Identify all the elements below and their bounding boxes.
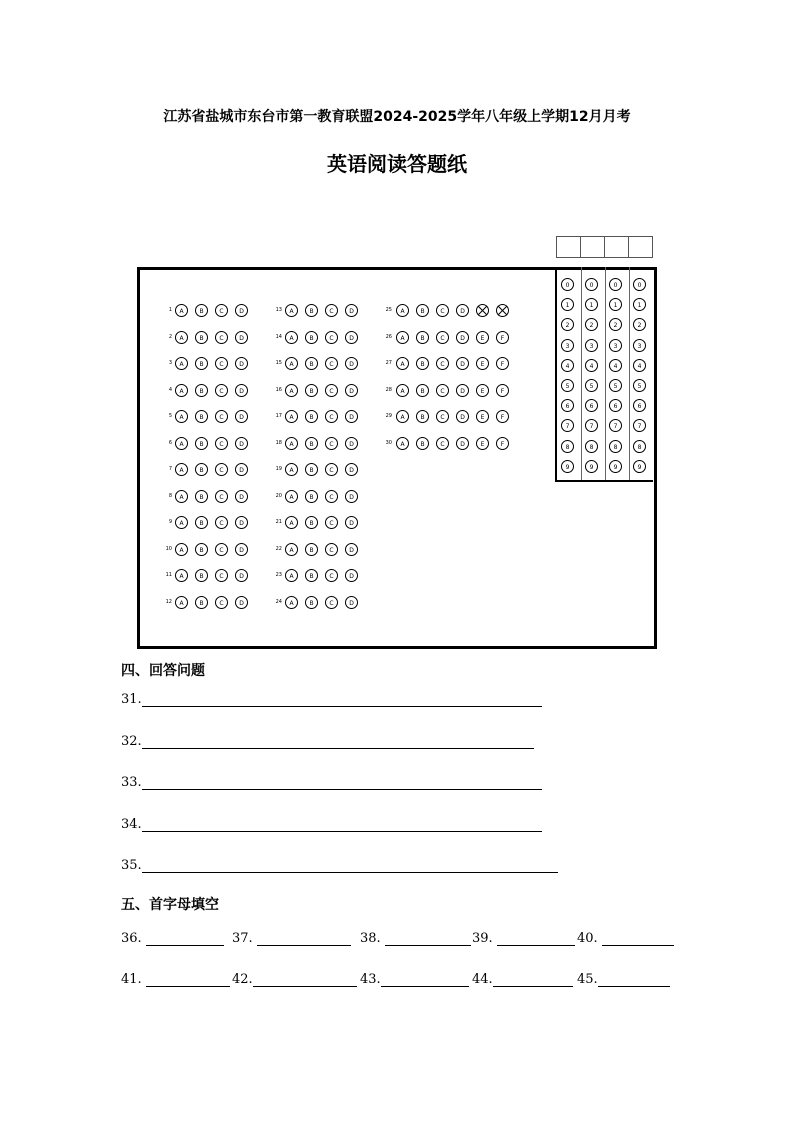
blank-number: 44. bbox=[472, 972, 493, 987]
blank-37 bbox=[232, 931, 351, 946]
question-number: 23 bbox=[275, 572, 282, 578]
option-bubble[interactable]: B bbox=[305, 437, 318, 450]
blank-number: 36. bbox=[121, 931, 142, 946]
option-bubble[interactable]: F bbox=[496, 384, 509, 397]
option-bubble[interactable]: C bbox=[325, 437, 338, 450]
option-bubble[interactable]: A bbox=[396, 304, 409, 317]
id-digit-bubble[interactable]: 7 bbox=[609, 419, 622, 432]
option-bubble[interactable]: D bbox=[235, 596, 248, 609]
option-bubble[interactable]: B bbox=[195, 331, 208, 344]
option-bubble[interactable]: A bbox=[175, 543, 188, 556]
id-digit-bubble[interactable]: 1 bbox=[609, 298, 622, 311]
option-bubble[interactable]: B bbox=[416, 357, 429, 370]
id-digit-bubble[interactable]: 2 bbox=[585, 318, 598, 331]
question-number: 21 bbox=[275, 519, 282, 525]
id-digit-bubble[interactable]: 2 bbox=[633, 318, 646, 331]
option-bubble[interactable]: C bbox=[215, 463, 228, 476]
question-number: 7 bbox=[168, 466, 172, 472]
option-bubble[interactable]: B bbox=[305, 331, 318, 344]
question-number: 1 bbox=[168, 307, 172, 313]
id-digit-bubble[interactable]: 1 bbox=[585, 298, 598, 311]
question-number: 6 bbox=[168, 439, 172, 446]
option-bubble[interactable]: D bbox=[345, 331, 358, 344]
blank-line[interactable] bbox=[146, 931, 224, 946]
option-bubble[interactable]: B bbox=[195, 490, 208, 503]
option-bubble[interactable]: B bbox=[195, 410, 208, 423]
section-4-heading: 四、回答问题 bbox=[121, 663, 205, 679]
option-bubble[interactable]: C bbox=[436, 331, 449, 344]
question-number: 2 bbox=[168, 333, 172, 340]
id-digit-bubble[interactable]: 6 bbox=[561, 399, 574, 412]
option-bubble[interactable]: A bbox=[285, 569, 298, 582]
blank-36 bbox=[121, 931, 224, 946]
question-number: 20 bbox=[275, 492, 282, 499]
id-digit-bubble[interactable]: 4 bbox=[609, 359, 622, 372]
option-bubble[interactable]: C bbox=[436, 357, 449, 370]
option-bubble[interactable]: C bbox=[325, 596, 338, 609]
question-number: 17 bbox=[275, 413, 282, 419]
id-digit-bubble[interactable]: 2 bbox=[561, 318, 574, 331]
blank-line[interactable] bbox=[146, 972, 230, 987]
blank-line[interactable] bbox=[257, 931, 351, 946]
question-number: 16 bbox=[275, 386, 282, 393]
option-bubble[interactable]: E bbox=[476, 410, 489, 423]
option-bubble[interactable]: F bbox=[496, 437, 509, 450]
option-bubble[interactable]: F bbox=[496, 331, 509, 344]
option-bubble[interactable]: E bbox=[476, 384, 489, 397]
blank-39 bbox=[472, 931, 575, 946]
option-bubble[interactable]: C bbox=[436, 304, 449, 317]
id-digit-bubble[interactable]: 5 bbox=[609, 379, 622, 392]
question-number: 3 bbox=[168, 360, 172, 366]
blank-number: 39. bbox=[472, 931, 493, 946]
grid-divider bbox=[605, 267, 606, 480]
option-bubble[interactable]: B bbox=[416, 331, 429, 344]
option-bubble[interactable]: B bbox=[416, 437, 429, 450]
option-bubble[interactable]: B bbox=[305, 410, 318, 423]
blank-43 bbox=[360, 972, 469, 987]
option-bubble[interactable]: B bbox=[195, 569, 208, 582]
option-bubble[interactable]: D bbox=[456, 384, 469, 397]
answer-line[interactable] bbox=[142, 858, 558, 873]
option-bubble[interactable]: B bbox=[416, 384, 429, 397]
option-bubble[interactable]: B bbox=[305, 463, 318, 476]
option-bubble[interactable]: C bbox=[215, 569, 228, 582]
blank-number: 38. bbox=[360, 931, 381, 946]
option-bubble[interactable]: C bbox=[325, 304, 338, 317]
blank-number: 45. bbox=[577, 972, 598, 987]
option-bubble[interactable]: C bbox=[215, 490, 228, 503]
blank-40 bbox=[577, 931, 674, 946]
id-digit-bubble[interactable]: 4 bbox=[585, 359, 598, 372]
answer-line[interactable] bbox=[142, 734, 534, 749]
option-bubble[interactable]: B bbox=[416, 410, 429, 423]
option-bubble[interactable]: D bbox=[345, 596, 358, 609]
answer-line[interactable] bbox=[142, 692, 542, 707]
id-digit-bubble[interactable]: 4 bbox=[633, 359, 646, 372]
question-number: 35. bbox=[121, 858, 142, 873]
option-bubble[interactable]: D bbox=[345, 384, 358, 397]
blank-number: 37. bbox=[232, 931, 253, 946]
option-bubble[interactable]: A bbox=[175, 490, 188, 503]
option-bubble[interactable]: C bbox=[215, 437, 228, 450]
option-bubble[interactable]: B bbox=[305, 490, 318, 503]
id-digit-bubble[interactable]: 8 bbox=[561, 440, 574, 453]
id-digit-bubble[interactable]: 0 bbox=[609, 278, 622, 291]
question-number: 19 bbox=[275, 466, 282, 472]
option-bubble[interactable]: A bbox=[396, 331, 409, 344]
option-bubble[interactable]: B bbox=[195, 543, 208, 556]
id-digit-bubble[interactable]: 7 bbox=[561, 419, 574, 432]
option-bubble[interactable]: D bbox=[235, 357, 248, 370]
option-bubble[interactable]: F bbox=[496, 357, 509, 370]
id-digit-bubble[interactable]: 3 bbox=[633, 339, 646, 352]
option-bubble[interactable]: D bbox=[235, 543, 248, 556]
option-bubble[interactable]: B bbox=[305, 543, 318, 556]
option-bubble[interactable]: D bbox=[456, 304, 469, 317]
option-bubble[interactable]: D bbox=[345, 437, 358, 450]
option-bubble[interactable]: D bbox=[456, 357, 469, 370]
question-number: 32. bbox=[121, 734, 142, 749]
question-number: 25 bbox=[385, 307, 392, 313]
blank-line[interactable] bbox=[381, 972, 469, 987]
id-digit-bubble[interactable]: 5 bbox=[633, 379, 646, 392]
blank-38 bbox=[360, 931, 471, 946]
question-number: 34. bbox=[121, 817, 142, 832]
option-bubble[interactable]: E bbox=[476, 357, 489, 370]
option-bubble[interactable]: C bbox=[325, 516, 338, 529]
option-bubble[interactable]: A bbox=[285, 596, 298, 609]
option-bubble[interactable]: B bbox=[195, 384, 208, 397]
option-bubble[interactable]: D bbox=[345, 463, 358, 476]
option-bubble[interactable]: C bbox=[215, 384, 228, 397]
option-bubble[interactable]: C bbox=[325, 331, 338, 344]
option-bubble[interactable]: D bbox=[345, 543, 358, 556]
option-bubble[interactable]: C bbox=[325, 357, 338, 370]
option-bubble[interactable]: A bbox=[285, 357, 298, 370]
question-31 bbox=[121, 692, 542, 707]
id-digit-bubble[interactable]: 0 bbox=[561, 278, 574, 291]
question-number: 22 bbox=[275, 545, 282, 552]
option-bubble[interactable]: C bbox=[325, 384, 338, 397]
option-bubble[interactable]: A bbox=[285, 384, 298, 397]
option-bubble[interactable]: C bbox=[215, 516, 228, 529]
id-digit-bubble[interactable]: 3 bbox=[561, 339, 574, 352]
document-title: 江苏省盐城市东台市第一教育联盟2024-2025学年八年级上学期12月月考 bbox=[163, 109, 631, 125]
option-bubble[interactable]: D bbox=[345, 410, 358, 423]
option-bubble[interactable]: B bbox=[195, 596, 208, 609]
blank-44 bbox=[472, 972, 573, 987]
option-bubble[interactable]: D bbox=[345, 516, 358, 529]
option-bubble[interactable]: B bbox=[416, 304, 429, 317]
id-digit-bubble[interactable]: 4 bbox=[561, 359, 574, 372]
option-bubble[interactable]: A bbox=[175, 516, 188, 529]
question-number: 14 bbox=[275, 333, 282, 340]
id-digit-bubble[interactable]: 9 bbox=[561, 460, 574, 473]
question-number: 12 bbox=[165, 598, 172, 605]
question-number: 18 bbox=[275, 439, 282, 446]
option-bubble[interactable]: C bbox=[215, 410, 228, 423]
blank-line[interactable] bbox=[385, 931, 471, 946]
option-bubble[interactable]: D bbox=[235, 331, 248, 344]
question-number: 5 bbox=[168, 413, 172, 419]
option-bubble[interactable]: D bbox=[456, 331, 469, 344]
option-bubble[interactable]: D bbox=[235, 384, 248, 397]
option-bubble[interactable]: A bbox=[396, 357, 409, 370]
question-number: 27 bbox=[385, 360, 392, 366]
question-number: 26 bbox=[385, 333, 392, 340]
option-bubble[interactable]: A bbox=[175, 304, 188, 317]
id-digit-bubble[interactable]: 3 bbox=[609, 339, 622, 352]
id-digit-bubble[interactable]: 6 bbox=[633, 399, 646, 412]
blank-line[interactable] bbox=[598, 972, 670, 987]
id-box[interactable] bbox=[580, 236, 605, 258]
question-number: 29 bbox=[385, 413, 392, 419]
id-digit-bubble[interactable]: 0 bbox=[585, 278, 598, 291]
option-bubble[interactable]: A bbox=[175, 331, 188, 344]
option-bubble[interactable]: D bbox=[235, 490, 248, 503]
blank-number: 41. bbox=[121, 972, 142, 987]
grid-divider bbox=[629, 267, 630, 480]
id-box[interactable] bbox=[604, 236, 629, 258]
document-subtitle: 英语阅读答题纸 bbox=[327, 152, 467, 176]
option-bubble[interactable]: C bbox=[325, 410, 338, 423]
question-number: 9 bbox=[168, 519, 172, 525]
option-bubble[interactable]: B bbox=[305, 569, 318, 582]
question-number: 31. bbox=[121, 692, 142, 707]
option-bubble[interactable]: A bbox=[175, 384, 188, 397]
option-bubble[interactable]: C bbox=[436, 437, 449, 450]
option-bubble[interactable]: D bbox=[235, 569, 248, 582]
option-bubble[interactable]: A bbox=[396, 437, 409, 450]
option-bubble[interactable]: B bbox=[195, 304, 208, 317]
grid-divider bbox=[581, 267, 582, 480]
id-digit-bubble[interactable]: 1 bbox=[561, 298, 574, 311]
id-digit-bubble[interactable]: 8 bbox=[585, 440, 598, 453]
question-number: 15 bbox=[275, 360, 282, 366]
option-bubble[interactable]: B bbox=[195, 437, 208, 450]
option-bubble[interactable]: C bbox=[325, 543, 338, 556]
answer-line[interactable] bbox=[142, 775, 542, 790]
option-bubble[interactable]: D bbox=[235, 304, 248, 317]
option-bubble[interactable]: A bbox=[285, 437, 298, 450]
option-bubble[interactable]: C bbox=[215, 543, 228, 556]
option-bubble[interactable]: A bbox=[396, 410, 409, 423]
question-number: 30 bbox=[385, 439, 392, 446]
question-number: 13 bbox=[275, 307, 282, 313]
id-digit-bubble[interactable]: 8 bbox=[609, 440, 622, 453]
id-digit-bubble[interactable]: 1 bbox=[633, 298, 646, 311]
option-bubble[interactable]: C bbox=[215, 596, 228, 609]
id-box[interactable] bbox=[628, 236, 653, 258]
id-digit-bubble[interactable]: 0 bbox=[633, 278, 646, 291]
option-bubble[interactable]: C bbox=[215, 304, 228, 317]
blank-number: 43. bbox=[360, 972, 381, 987]
id-digit-bubble[interactable]: 5 bbox=[561, 379, 574, 392]
option-bubble[interactable]: B bbox=[305, 596, 318, 609]
option-bubble[interactable]: A bbox=[175, 437, 188, 450]
option-bubble[interactable]: A bbox=[175, 357, 188, 370]
id-box[interactable] bbox=[556, 236, 581, 258]
option-bubble[interactable]: A bbox=[175, 569, 188, 582]
question-35 bbox=[121, 858, 558, 873]
blank-42 bbox=[232, 972, 357, 987]
id-digit-bubble[interactable]: 7 bbox=[633, 419, 646, 432]
option-bubble[interactable]: D bbox=[456, 437, 469, 450]
option-bubble[interactable]: D bbox=[345, 304, 358, 317]
id-digit-bubble[interactable]: 5 bbox=[585, 379, 598, 392]
option-bubble[interactable]: E bbox=[476, 437, 489, 450]
option-bubble[interactable]: A bbox=[285, 410, 298, 423]
option-bubble[interactable]: A bbox=[285, 516, 298, 529]
option-bubble[interactable]: A bbox=[175, 410, 188, 423]
option-bubble[interactable]: A bbox=[285, 331, 298, 344]
option-bubble[interactable]: D bbox=[345, 569, 358, 582]
section-5-heading: 五、首字母填空 bbox=[121, 897, 219, 913]
question-34 bbox=[121, 817, 542, 832]
question-number: 8 bbox=[168, 492, 172, 499]
option-bubble[interactable]: A bbox=[175, 596, 188, 609]
option-bubble[interactable]: C bbox=[215, 357, 228, 370]
question-number: 24 bbox=[275, 598, 282, 605]
option-bubble[interactable]: C bbox=[325, 463, 338, 476]
option-bubble[interactable]: A bbox=[175, 463, 188, 476]
disabled-option-icon bbox=[476, 304, 489, 317]
blank-41 bbox=[121, 972, 230, 987]
id-digit-bubble[interactable]: 2 bbox=[609, 318, 622, 331]
blank-line[interactable] bbox=[493, 972, 573, 987]
id-digit-bubble[interactable]: 3 bbox=[585, 339, 598, 352]
option-bubble[interactable]: D bbox=[235, 463, 248, 476]
option-bubble[interactable]: A bbox=[285, 490, 298, 503]
question-number: 28 bbox=[385, 386, 392, 393]
blank-line[interactable] bbox=[602, 931, 674, 946]
option-bubble[interactable]: D bbox=[235, 410, 248, 423]
option-bubble[interactable]: B bbox=[305, 384, 318, 397]
option-bubble[interactable]: D bbox=[345, 490, 358, 503]
option-bubble[interactable]: D bbox=[456, 410, 469, 423]
answer-line[interactable] bbox=[142, 817, 542, 832]
student-id-boxes bbox=[557, 236, 653, 258]
option-bubble[interactable]: E bbox=[476, 331, 489, 344]
option-bubble[interactable]: A bbox=[285, 463, 298, 476]
option-bubble[interactable]: C bbox=[325, 490, 338, 503]
question-32 bbox=[121, 734, 534, 749]
option-bubble[interactable]: D bbox=[345, 357, 358, 370]
option-bubble[interactable]: B bbox=[305, 357, 318, 370]
option-bubble[interactable]: A bbox=[396, 384, 409, 397]
option-bubble[interactable]: B bbox=[305, 304, 318, 317]
option-bubble[interactable]: B bbox=[195, 357, 208, 370]
option-bubble[interactable]: C bbox=[436, 410, 449, 423]
blank-number: 42. bbox=[232, 972, 253, 987]
question-number: 33. bbox=[121, 775, 142, 790]
id-digit-bubble[interactable]: 7 bbox=[585, 419, 598, 432]
option-bubble[interactable]: B bbox=[195, 516, 208, 529]
option-bubble[interactable]: D bbox=[235, 516, 248, 529]
blank-line[interactable] bbox=[497, 931, 575, 946]
option-bubble[interactable]: C bbox=[325, 569, 338, 582]
id-digit-bubble[interactable]: 9 bbox=[633, 460, 646, 473]
question-number: 10 bbox=[165, 545, 172, 552]
question-number: 4 bbox=[168, 386, 172, 393]
option-bubble[interactable]: A bbox=[285, 543, 298, 556]
option-bubble[interactable]: B bbox=[305, 516, 318, 529]
question-33 bbox=[121, 775, 542, 790]
option-bubble[interactable]: B bbox=[195, 463, 208, 476]
option-bubble[interactable]: D bbox=[235, 437, 248, 450]
id-digit-bubble[interactable]: 9 bbox=[609, 460, 622, 473]
option-bubble[interactable]: C bbox=[436, 384, 449, 397]
blank-45 bbox=[577, 972, 670, 987]
id-digit-bubble[interactable]: 8 bbox=[633, 440, 646, 453]
option-bubble[interactable]: F bbox=[496, 410, 509, 423]
option-bubble[interactable]: A bbox=[285, 304, 298, 317]
blank-line[interactable] bbox=[253, 972, 357, 987]
question-number: 11 bbox=[165, 572, 172, 578]
blank-number: 40. bbox=[577, 931, 598, 946]
disabled-option-icon bbox=[496, 304, 509, 317]
option-bubble[interactable]: C bbox=[215, 331, 228, 344]
id-digit-bubble[interactable]: 6 bbox=[585, 399, 598, 412]
id-digit-bubble[interactable]: 9 bbox=[585, 460, 598, 473]
id-digit-bubble[interactable]: 6 bbox=[609, 399, 622, 412]
